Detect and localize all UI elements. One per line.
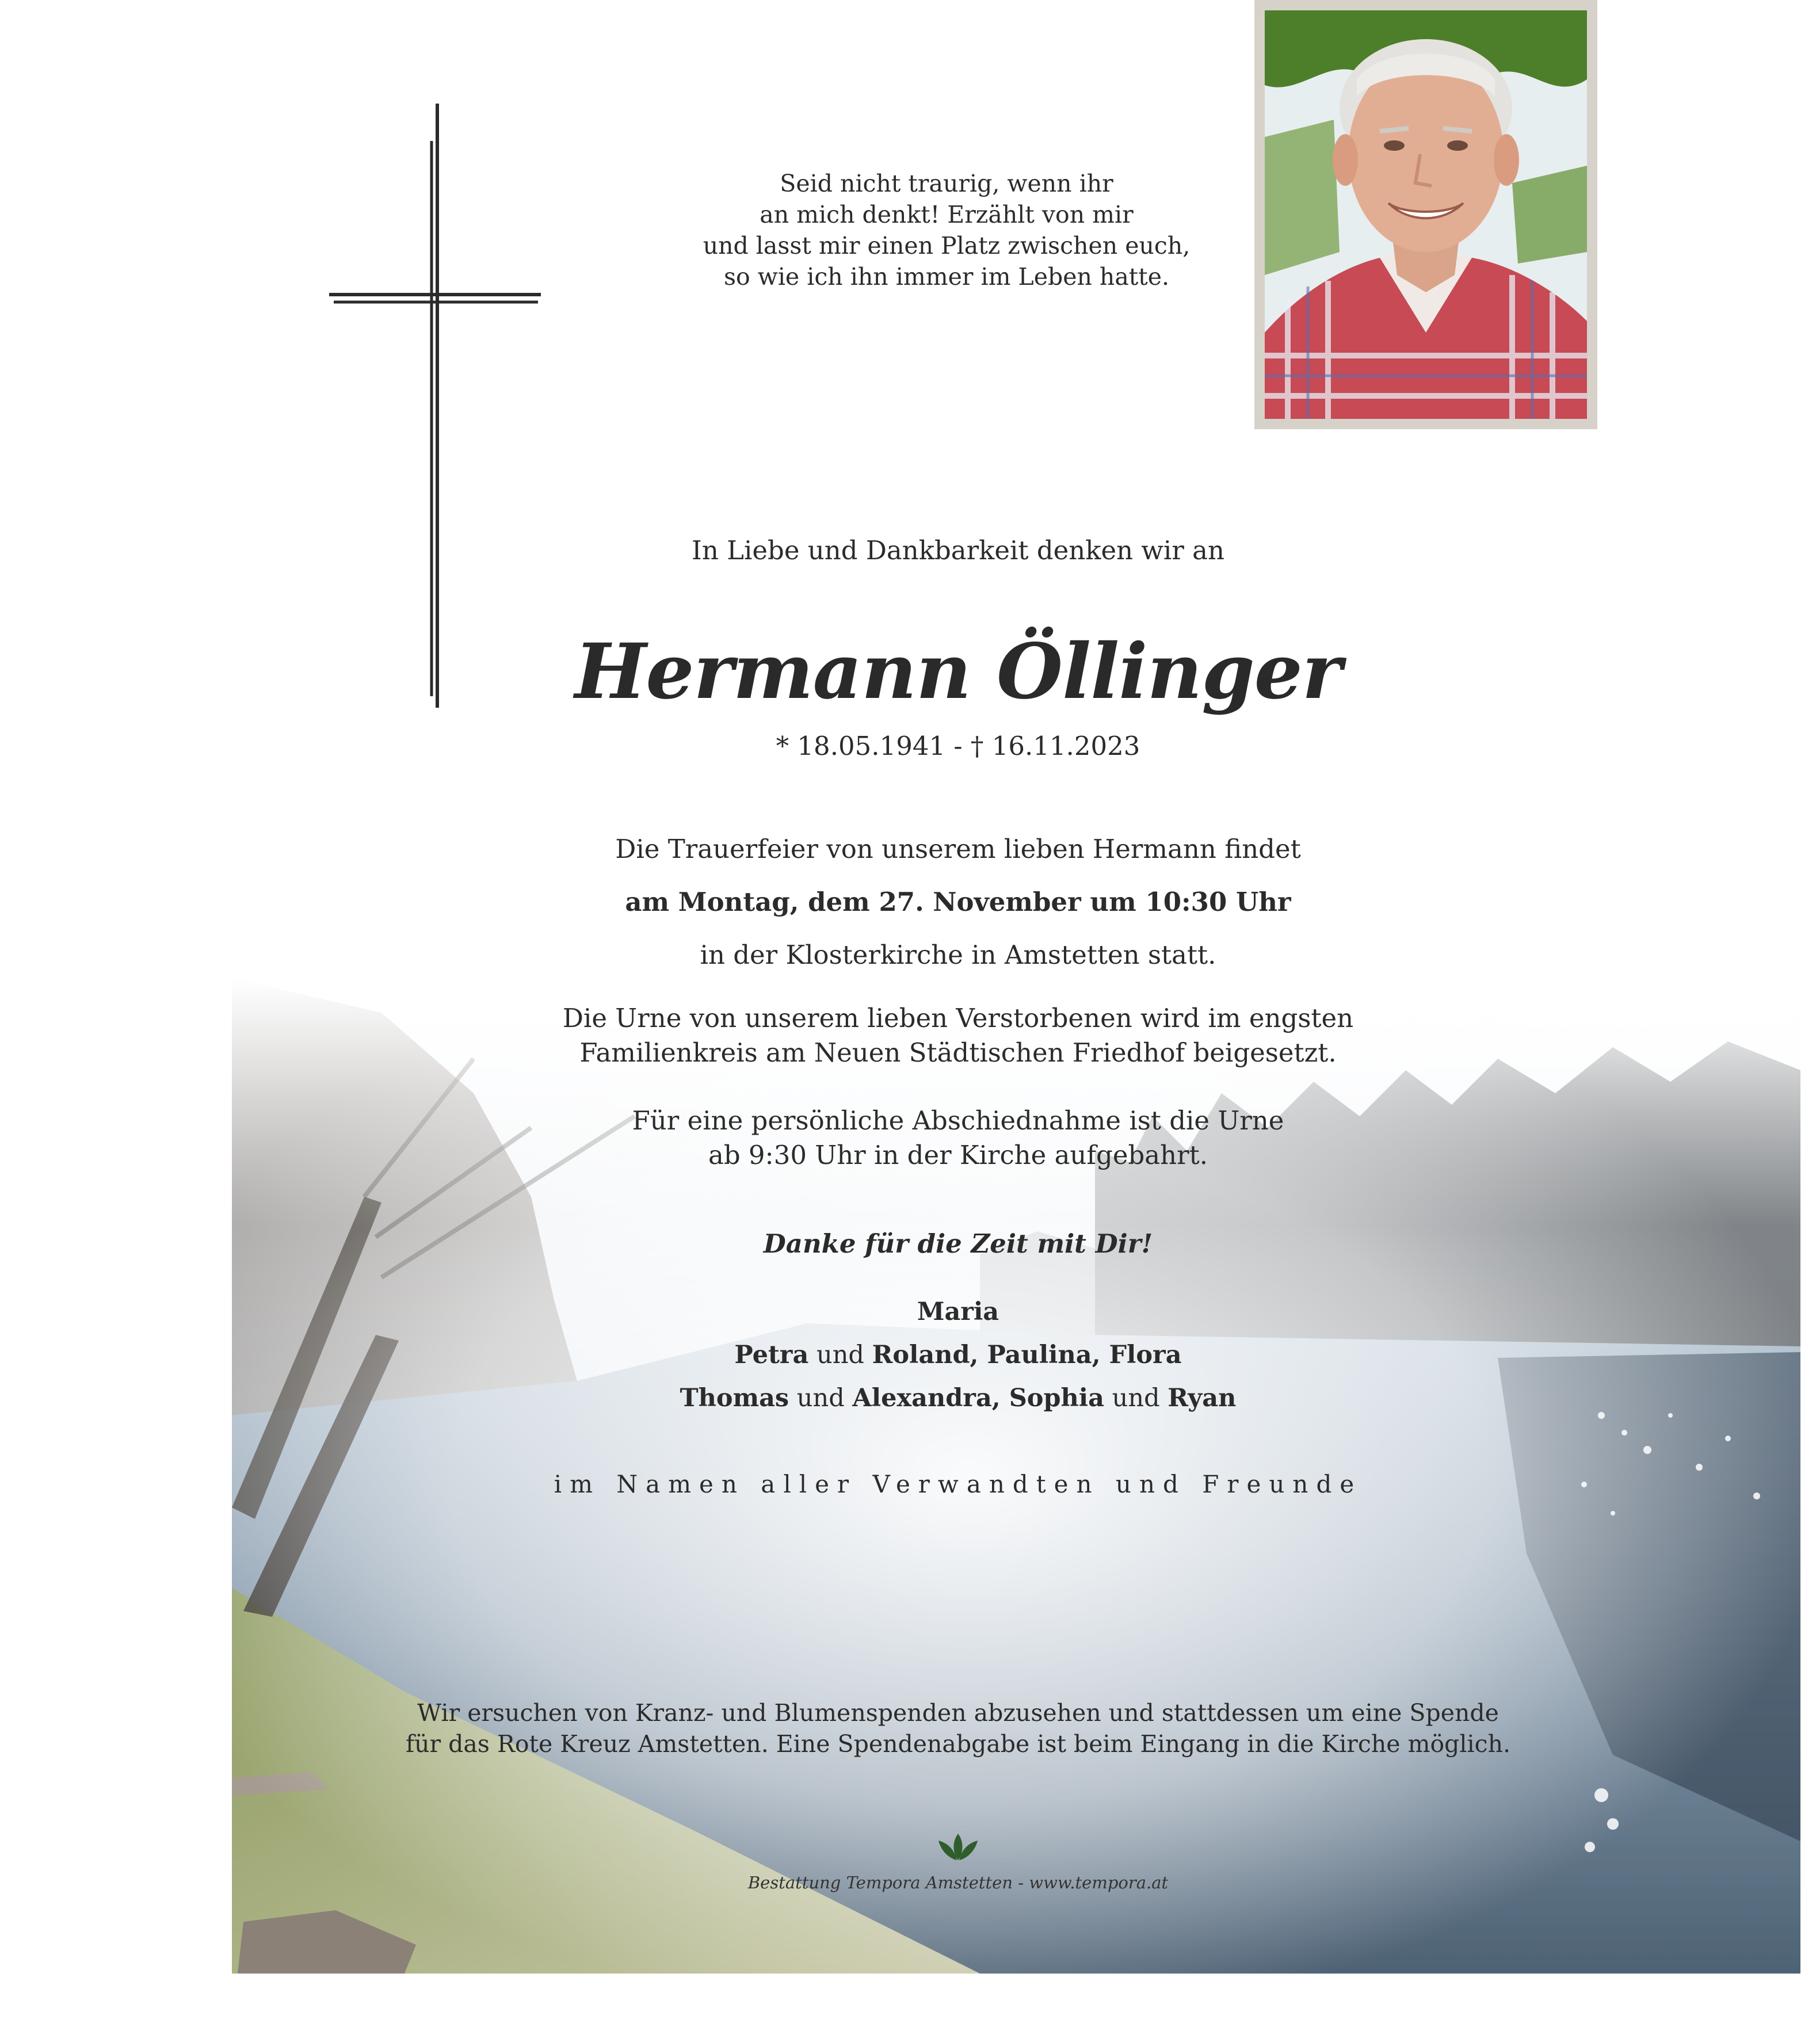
ceremony-line: Die Trauerfeier von unserem lieben Hermann findet <box>615 834 1301 864</box>
urn-line: Die Urne von unserem lieben Verstorbenen wird im engsten <box>562 1003 1354 1033</box>
quote-line: an mich denkt! Erzählt von mir <box>760 201 1134 228</box>
donation-line: Wir ersuchen von Kranz- und Blumenspenden abzusehen und stattdessen um eine Spende <box>417 1699 1499 1727</box>
deceased-name: Hermann Öllinger <box>574 627 1342 716</box>
family-connector: und <box>1104 1384 1168 1413</box>
lotus-logo-icon <box>935 1833 981 1861</box>
family-name: Thomas <box>680 1384 789 1413</box>
farewell-line: Für eine persönliche Abschiednahme ist die Urne <box>632 1105 1284 1136</box>
life-dates: * 18.05.1941 - † 16.11.2023 <box>776 731 1140 761</box>
urn-line: Familienkreis am Neuen Städtischen Friedhof beigesetzt. <box>579 1037 1337 1068</box>
family-row <box>518 1384 1398 1413</box>
quote-line: so wie ich ihn immer im Leben hatte. <box>723 263 1170 291</box>
funeral-home-footer: Bestattung Tempora Amstetten - www.tempora.at <box>747 1873 1169 1892</box>
ceremony-location: in der Klosterkirche in Amstetten statt. <box>700 940 1216 970</box>
family-connector: und <box>789 1384 853 1413</box>
family-row <box>518 1341 1398 1369</box>
relatives-text: im Namen aller Verwandten und Freunde <box>554 1470 1363 1498</box>
family-row <box>518 1297 1398 1326</box>
donation-line: für das Rote Kreuz Amstetten. Eine Spendenabgabe ist beim Eingang in die Kirche möglich. <box>405 1730 1511 1758</box>
ceremony-date: am Montag, dem 27. November um 10:30 Uhr <box>625 887 1291 917</box>
ceremony-info <box>518 823 1398 982</box>
donation-request <box>403 1697 1513 1759</box>
family-name: Alexandra, Sophia <box>852 1384 1105 1413</box>
farewell-info <box>518 1104 1398 1173</box>
family-name: Roland, Paulina, Flora <box>872 1341 1182 1369</box>
cross-icon <box>322 104 547 713</box>
family-name: Maria <box>917 1297 999 1326</box>
farewell-line: ab 9:30 Uhr in der Kirche aufgebahrt. <box>708 1140 1208 1170</box>
portrait-photo <box>1265 10 1587 419</box>
family-name: Ryan <box>1167 1384 1237 1413</box>
portrait-frame <box>1254 0 1597 429</box>
quote-line: Seid nicht traurig, wenn ihr <box>780 170 1113 197</box>
quote-line: und lasst mir einen Platz zwischen euch, <box>703 232 1191 259</box>
memorial-quote <box>650 168 1243 292</box>
family-name: Petra <box>734 1341 809 1369</box>
intro-text: In Liebe und Dankbarkeit denken wir an <box>692 535 1224 566</box>
urn-info <box>518 1001 1398 1070</box>
thanks-text: Danke für die Zeit mit Dir! <box>763 1228 1153 1259</box>
family-connector: und <box>808 1341 872 1369</box>
